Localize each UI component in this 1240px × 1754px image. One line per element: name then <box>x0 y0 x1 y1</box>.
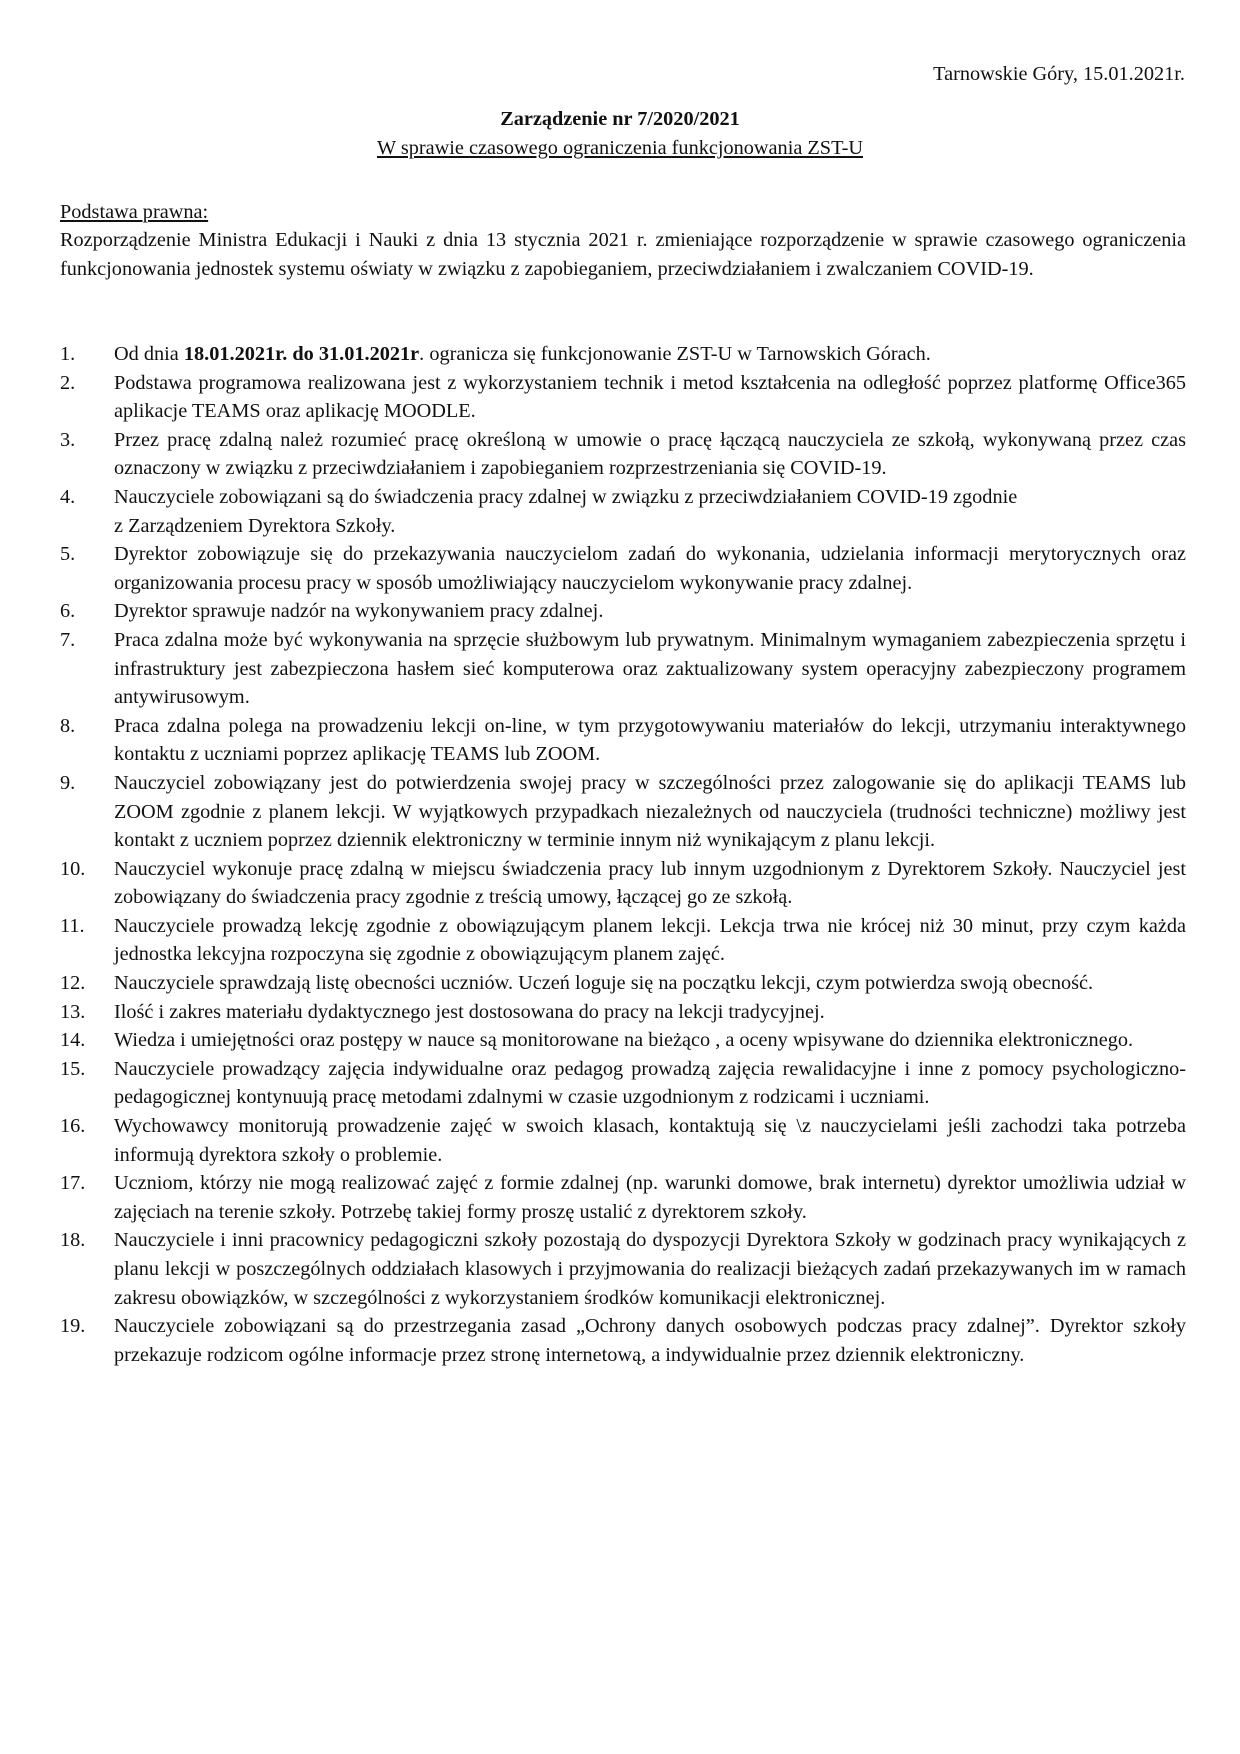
list-item <box>60 340 1186 369</box>
item-number: 5. <box>60 543 76 566</box>
list-item <box>60 912 1186 969</box>
regulation-list <box>60 340 1186 1369</box>
item-number: 6. <box>60 600 76 623</box>
item-text: Dyrektor sprawuje nadzór na wykonywaniem pracy zdalnej. <box>114 600 604 623</box>
item-number: 2. <box>60 371 76 394</box>
list-item <box>60 426 1186 483</box>
item-text: Praca zdalna polega na prowadzeniu lekcji on-line, w tym przygotowywaniu materiałów do lekcji, utrzymaniu interaktywnego kontaktu z uczniami poprzez aplikację TEAMS lub ZOOM. <box>114 714 1186 766</box>
item-text <box>114 483 1186 540</box>
list-item <box>60 597 1186 626</box>
item-text <box>114 340 1186 369</box>
item-text-post: . ogranicza się funkcjonowanie ZST-U w Tarnowskich Górach. <box>419 343 931 365</box>
legal-basis-heading: Podstawa prawna: <box>60 201 209 223</box>
item-number: 12. <box>60 972 86 995</box>
list-item <box>60 855 1186 912</box>
item-number: 3. <box>60 428 76 451</box>
item-text: Nauczyciele sprawdzają listę obecności uczniów. Uczeń loguje się na początku lekcji, czym potwierdza swoją obecność. <box>114 972 1094 995</box>
item-text: Uczniom, którzy nie mogą realizować zajęć z formie zdalnej (np. warunki domowe, brak internetu) dyrektor umożliwia udział w zajęciach na terenie szkoły. Potrzebę takiej formy proszę ustalić z dyrektorem szkoły. <box>114 1172 1186 1223</box>
document-title: Zarządzenie nr 7/2020/2021 <box>500 108 740 130</box>
item-number: 7. <box>60 628 76 651</box>
item-text-line1: Nauczyciele zobowiązani są do świadczenia pracy zdalnej w związku z przeciwdziałaniem COVID-19 zgodnie <box>114 485 1018 508</box>
item-text: Nauczyciele zobowiązani są do przestrzegania zasad „Ochrony danych osobowych podczas pracy zdalnej”. Dyrektor szkoły przekazuje rodzicom ogólne informacje przez stronę internetową, a indywidualnie przez dziennik elektroniczny. <box>114 1315 1186 1366</box>
list-item <box>60 769 1186 855</box>
item-number: 13. <box>60 1000 86 1023</box>
item-text-bold: 18.01.2021r. do 31.01.2021r <box>183 343 420 365</box>
legal-basis-text: Rozporządzenie Ministra Edukacji i Nauki z dnia 13 stycznia 2021 r. zmieniające rozporządzenie w sprawie czasowego ograniczenia funkcjonowania jednostek systemu oświaty w związku z zapobieganiem, przeciwdziałaniem i zwalczaniem COVID-19. <box>60 229 1186 280</box>
item-number: 11. <box>60 914 85 937</box>
item-text: Nauczyciele prowadzą lekcję zgodnie z obowiązującym planem lekcji. Lekcja trwa nie krócej niż 30 minut, przy czym każda jednostka lekcyjna rozpoczyna się zgodnie z obowiązującym planem zajęć. <box>114 914 1186 966</box>
list-item <box>60 969 1186 998</box>
item-text: Dyrektor zobowiązuje się do przekazywania nauczycielom zadań do wykonania, udzielania informacji merytorycznych oraz organizowania procesu pracy w sposób umożliwiający nauczycielom wykonywanie pracy zdalnej. <box>114 543 1186 594</box>
item-text-line2: z Zarządzeniem Dyrektora Szkoły. <box>114 514 396 537</box>
item-text: Nauczyciel zobowiązany jest do potwierdzenia swojej pracy w szczególności przez zalogowanie się do aplikacji TEAMS lub ZOOM zgodnie z planem lekcji. W wyjątkowych przypadkach niezależnych od nauczyciela (trudności techniczne) możliwy jest kontakt z uczniem poprzez dziennik elektroniczny w terminie innym niż wynikającym z planu lekcji. <box>114 771 1186 852</box>
item-text: Wiedza i umiejętności oraz postępy w nauce są monitorowane na bieżąco , a oceny wpisywane do dziennika elektronicznego. <box>114 1029 1134 1052</box>
item-text: Podstawa programowa realizowana jest z wykorzystaniem technik i metod kształcenia na odległość poprzez platformę Office365 aplikacje TEAMS oraz aplikację MOODLE. <box>114 371 1186 423</box>
item-number: 10. <box>60 857 86 880</box>
item-text: Ilość i zakres materiału dydaktycznego jest dostosowana do pracy na lekcji tradycyjnej. <box>114 1000 825 1023</box>
item-number: 14. <box>60 1029 86 1052</box>
list-item <box>60 998 1186 1027</box>
item-number: 17. <box>60 1172 86 1195</box>
list-item <box>60 1169 1186 1226</box>
item-text: Wychowawcy monitorują prowadzenie zajęć w swoich klasach, kontaktują się \z nauczycielami jeśli zachodzi taka potrzeba informują dyrektora szkoły o problemie. <box>114 1115 1186 1166</box>
list-item <box>60 483 1186 540</box>
item-text: Nauczyciele i inni pracownicy pedagogiczni szkoły pozostają do dyspozycji Dyrektora Szkoły w godzinach pracy wynikających z planu lekcji w poszczególnych oddziałach klasowych i przyjmowania do realizacji bieżących zadań przekazywanych im w ramach zakresu obowiązków, w szczególności z wykorzystaniem środków komunikacji elektronicznej. <box>114 1229 1186 1309</box>
item-text: Praca zdalna może być wykonywania na sprzęcie służbowym lub prywatnym. Minimalnym wymaganiem zabezpieczenia sprzętu i infrastruktury jest zabezpieczona hasłem sieć komputerowa oraz zaktualizowany system operacyjny zabezpieczony programem antywirusowym. <box>114 628 1186 709</box>
item-number: 18. <box>60 1229 86 1252</box>
list-item <box>60 1112 1186 1169</box>
item-number: 16. <box>60 1115 86 1138</box>
list-item <box>60 712 1186 769</box>
item-number: 1. <box>60 343 76 365</box>
item-number: 4. <box>60 485 76 508</box>
item-number: 9. <box>60 771 76 794</box>
document-subtitle: W sprawie czasowego ograniczenia funkcjonowania ZST-U <box>376 137 864 159</box>
item-number: 15. <box>60 1057 86 1080</box>
list-item <box>60 1026 1186 1055</box>
list-item <box>60 1312 1186 1369</box>
item-text: Przez pracę zdalną należ rozumieć pracę określoną w umowie o pracę łączącą nauczyciela ze szkołą, wykonywaną przez czas oznaczony w związku z przeciwdziałaniem i zapobieganiem rozprzestrzeniania się COVID-19. <box>114 428 1186 480</box>
list-item <box>60 1055 1186 1112</box>
item-number: 19. <box>60 1315 86 1338</box>
item-text: Nauczyciel wykonuje pracę zdalną w miejscu świadczenia pracy lub innym uzgodnionym z Dyrektorem Szkoły. Nauczyciel jest zobowiązany do świadczenia pracy zgodnie z treścią umowy, łączącej go ze szkołą. <box>114 857 1186 909</box>
list-item <box>60 369 1186 426</box>
list-item <box>60 540 1186 597</box>
item-text-pre: Od dnia <box>114 343 184 365</box>
list-item <box>60 626 1186 712</box>
item-number: 8. <box>60 714 76 737</box>
document-date: Tarnowskie Góry, 15.01.2021r. <box>933 63 1185 85</box>
list-item <box>60 1226 1186 1312</box>
item-text: Nauczyciele prowadzący zajęcia indywidualne oraz pedagog prowadzą zajęcia rewalidacyjne i inne z pomocy psychologiczno-pedagogicznej kontynuują pracę metodami zdalnymi w czasie uzgodnionym z rodzicami i uczniami. <box>114 1057 1186 1109</box>
